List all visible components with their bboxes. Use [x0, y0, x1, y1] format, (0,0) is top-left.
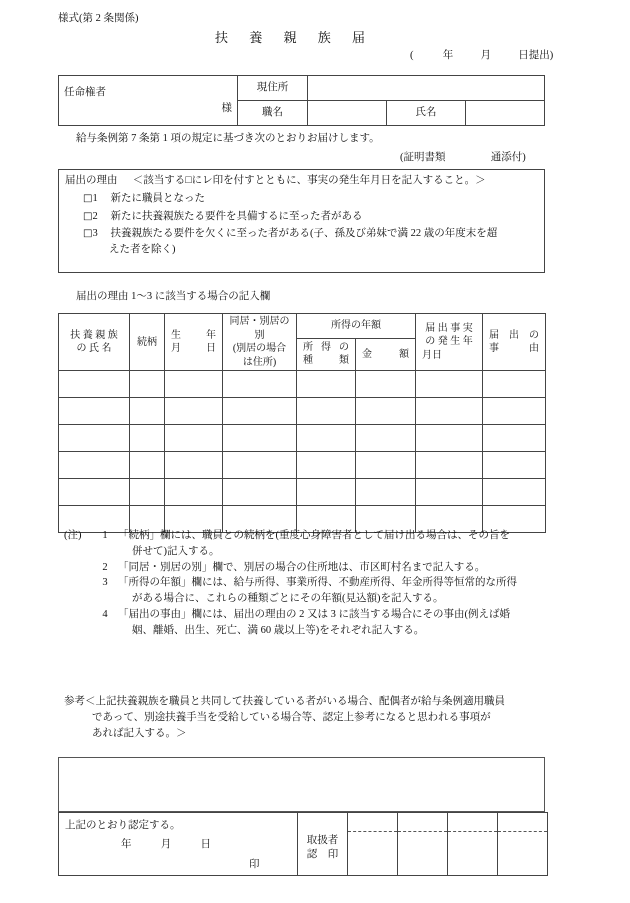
- col-header-dependent-name-line2: の 氏 名: [76, 343, 112, 354]
- residence-line1: 同居・別居の: [229, 316, 290, 327]
- table-row: [59, 425, 546, 452]
- income-kind-rui: 類: [339, 355, 349, 367]
- cell-dependent-name[interactable]: [59, 452, 130, 479]
- approval-statement-cell: [59, 813, 298, 876]
- col-header-relation: 続柄: [130, 314, 165, 371]
- amount-label-gaku: 額: [399, 348, 409, 360]
- income-kind-line1: [299, 341, 353, 355]
- reason-instruction: ＜該当する□にレ印を付すとともに、事実の発生年月日を記入すること。＞: [132, 175, 486, 186]
- note-number: 3: [102, 577, 108, 589]
- reference-line3: あれば記入する。＞: [92, 727, 187, 739]
- approval-month-label: 月: [160, 839, 172, 850]
- name-field[interactable]: [466, 101, 545, 126]
- cell-birthdate[interactable]: [165, 398, 223, 425]
- day-submit-label: 日提出): [518, 50, 554, 61]
- reason-option-label: 新たに職員となった: [110, 192, 205, 204]
- attachment-line: [400, 150, 526, 166]
- form-code: 様式(第 2 条関係): [58, 13, 139, 24]
- reason-box: [58, 169, 545, 273]
- dependents-table-body: [59, 371, 546, 533]
- event-date-line2: の 発 生 年: [425, 336, 473, 348]
- reason-option-3-continuation: えた者を除く): [109, 244, 176, 255]
- table-row: [59, 813, 548, 876]
- page-title: 扶 養 親 族 届: [215, 30, 375, 45]
- dependents-table: [58, 313, 546, 533]
- table-header-row: [59, 314, 546, 339]
- cell-report-reason[interactable]: [483, 479, 546, 506]
- note-number: 2: [102, 561, 108, 573]
- year-label: 年: [442, 50, 454, 61]
- cell-relation[interactable]: [130, 398, 165, 425]
- note-text-line2: がある場合に、これらの種類ごとにその年額(見込額)を記入する。: [132, 593, 444, 604]
- income-kind-toku: 得: [321, 341, 331, 353]
- cell-amount[interactable]: [356, 425, 416, 452]
- cell-birthdate[interactable]: [165, 425, 223, 452]
- checkbox-icon[interactable]: □: [83, 210, 93, 222]
- col-header-report-reason: [483, 314, 546, 371]
- reason-label-yu: 由: [529, 343, 539, 354]
- paren-open: (: [410, 50, 414, 61]
- approval-statement: 上記のとおり認定する。: [65, 820, 181, 831]
- reason-option-label: 新たに扶養親族たる要件を具備するに至った者がある: [110, 210, 363, 222]
- table-row: [59, 371, 546, 398]
- cell-event-date[interactable]: [416, 371, 483, 398]
- reason-heading-row: [65, 173, 538, 189]
- notes-marker: (注): [64, 530, 82, 541]
- cell-event-date[interactable]: [416, 425, 483, 452]
- cell-event-date[interactable]: [416, 452, 483, 479]
- approval-day-label: 日: [200, 839, 211, 850]
- cell-relation[interactable]: [130, 425, 165, 452]
- section-caption: 届出の理由 1～3 に該当する場合の記入欄: [76, 291, 271, 302]
- col-header-residence: [223, 314, 297, 371]
- checkbox-icon[interactable]: □: [83, 192, 93, 204]
- reason-heading: 届出の理由: [65, 175, 118, 186]
- cell-dependent-name[interactable]: [59, 398, 130, 425]
- cell-relation[interactable]: [130, 479, 165, 506]
- handler-label-line1: 取扱者: [306, 835, 339, 846]
- table-row: [59, 398, 546, 425]
- cell-birthdate[interactable]: [165, 479, 223, 506]
- remarks-box[interactable]: [58, 757, 545, 812]
- cell-amount[interactable]: [356, 371, 416, 398]
- intro-statement: 給与条例第 7 条第 1 項の規定に基づき次のとおりお届けします。: [76, 133, 380, 144]
- note-text: [118, 528, 558, 560]
- reason-label-ji: 事: [489, 343, 499, 354]
- note-text-line1: 「続柄」欄には、職員との続柄を(重度心身障害者として届け出る場合は、その旨を: [118, 530, 510, 541]
- note-text-line2: 姻、離婚、出生、死亡、満 60 歳以上等)をそれぞれ記入する。: [132, 624, 425, 636]
- cell-relation[interactable]: [130, 452, 165, 479]
- handler-seal-cell-2[interactable]: [398, 813, 448, 876]
- income-kind-no: の: [339, 341, 349, 353]
- honorific-label: 様: [221, 102, 232, 114]
- cell-birthdate[interactable]: [165, 452, 223, 479]
- cell-report-reason[interactable]: [483, 452, 546, 479]
- cell-income-kind[interactable]: [297, 398, 356, 425]
- report-reason-line1: [485, 329, 543, 343]
- col-header-income-kind: [297, 338, 356, 370]
- appointer-label: 任命権者: [64, 86, 106, 98]
- note-item-4: [58, 607, 558, 639]
- col-header-birthdate-line1: [167, 329, 220, 343]
- cell-report-reason[interactable]: [483, 398, 546, 425]
- birth-label-nen: 年: [206, 329, 216, 341]
- birth-label-sei: 生: [171, 329, 181, 341]
- cell-residence[interactable]: [223, 479, 297, 506]
- reference-line2: であって、別途扶養手当を受給している場合等、認定上参考になると思われる事項が: [92, 711, 491, 723]
- col-header-dependent-name-line1: 扶 養 親 族: [70, 329, 118, 341]
- note-item-1: [58, 528, 558, 560]
- cell-dependent-name[interactable]: [59, 371, 130, 398]
- col-header-dependent-name: [59, 314, 130, 371]
- residence-line2: 別: [254, 329, 265, 341]
- current-address-field[interactable]: [308, 76, 545, 101]
- cell-amount[interactable]: [356, 479, 416, 506]
- note-text: [118, 560, 558, 576]
- handler-label-line2: 認 印: [306, 849, 343, 860]
- handler-seal-cell-1[interactable]: [348, 813, 398, 876]
- approval-table: [58, 812, 548, 876]
- cell-birthdate[interactable]: [165, 371, 223, 398]
- reason-option-2[interactable]: [65, 209, 538, 225]
- job-title-label: 職名: [238, 101, 308, 126]
- event-date-line1: 届 出 事 実: [425, 322, 473, 334]
- cell-residence[interactable]: [223, 398, 297, 425]
- note-text: [118, 607, 558, 639]
- cell-income-kind[interactable]: [297, 452, 356, 479]
- birth-label-nichi: 日: [206, 343, 216, 354]
- appointer-cell: [59, 76, 238, 126]
- event-date-line3: 月日: [422, 349, 442, 361]
- note-item-2: [58, 560, 558, 576]
- reason-label-todoke: 届: [489, 329, 499, 341]
- reason-option-3[interactable]: [65, 226, 538, 242]
- attachment-label: (証明書類: [400, 152, 446, 163]
- cell-relation[interactable]: [130, 371, 165, 398]
- col-header-event-date: [416, 314, 483, 371]
- note-text-line2: 併せて)記入する。: [132, 545, 220, 557]
- table-row: [59, 479, 546, 506]
- reason-option-number: 2: [92, 210, 98, 222]
- cell-report-reason[interactable]: [483, 425, 546, 452]
- cell-dependent-name[interactable]: [59, 425, 130, 452]
- note-text: [118, 575, 558, 607]
- cell-income-kind[interactable]: [297, 425, 356, 452]
- col-header-income-group: 所得の年額: [297, 314, 416, 339]
- birth-label-getsu: 月: [171, 343, 181, 354]
- note-number: 4: [102, 608, 108, 620]
- name-label: 氏名: [387, 101, 466, 126]
- note-text-line1: 「所得の年額」欄には、給与所得、事業所得、不動産所得、年金所得等恒常的な所得: [118, 577, 517, 589]
- reason-option-1[interactable]: [65, 191, 538, 207]
- amount-labels: [358, 347, 413, 362]
- income-kind-line2: [299, 354, 353, 368]
- approval-seal-label: 印: [249, 859, 260, 870]
- note-number: 1: [102, 530, 108, 541]
- income-kind-sho: 所: [303, 341, 313, 353]
- reason-label-no: の: [529, 329, 539, 341]
- cell-event-date[interactable]: [416, 398, 483, 425]
- residence-line3: (別居の場合: [232, 343, 287, 354]
- cell-amount[interactable]: [356, 398, 416, 425]
- job-title-field[interactable]: [308, 101, 387, 126]
- current-address-label: 現住所: [238, 76, 308, 101]
- month-label: 月: [480, 50, 491, 61]
- approval-date-line: [121, 837, 211, 853]
- cell-income-kind[interactable]: [297, 479, 356, 506]
- table-row: [59, 452, 546, 479]
- reference-note: [58, 694, 558, 741]
- handler-seal-cell-4[interactable]: [498, 813, 548, 876]
- cell-report-reason[interactable]: [483, 371, 546, 398]
- note-item-3: [58, 575, 558, 607]
- cell-amount[interactable]: [356, 452, 416, 479]
- cell-residence[interactable]: [223, 371, 297, 398]
- appointer-table: [58, 75, 545, 126]
- residence-line4: は住所): [242, 356, 277, 368]
- reason-label-de: 出: [509, 329, 519, 341]
- notes-section: [58, 528, 558, 638]
- handler-seal-label-cell: [298, 813, 348, 876]
- cell-dependent-name[interactable]: [59, 479, 130, 506]
- cell-residence[interactable]: [223, 452, 297, 479]
- checkbox-icon[interactable]: □: [83, 228, 93, 240]
- reference-line1: 参考＜上記扶養親族を職員と共同して扶養している者がいる場合、配偶者が給与条例適用職員: [64, 696, 505, 707]
- table-row: [59, 76, 545, 101]
- note-text-line1: 「届出の事由」欄には、届出の理由の 2 又は 3 に該当する場合にその事由(例えば婚: [118, 608, 510, 620]
- note-text-line1: 「同居・別居の別」欄で、別居の場合の住所地は、市区町村名まで記入する。: [118, 561, 486, 573]
- submission-date-line: [410, 48, 553, 64]
- attachment-suffix: 通添付): [490, 152, 526, 163]
- reason-option-label: 扶養親族たる要件を欠くに至った者がある(子、孫及び弟妹で満 22 歳の年度末を超: [110, 228, 498, 240]
- col-header-birthdate-line2: [167, 342, 220, 356]
- cell-event-date[interactable]: [416, 479, 483, 506]
- approval-year-label: 年: [121, 839, 132, 850]
- amount-label-kin: 金: [362, 348, 372, 360]
- reason-option-number: 3: [92, 228, 98, 240]
- reason-option-number: 1: [92, 192, 98, 204]
- handler-seal-cell-3[interactable]: [448, 813, 498, 876]
- income-kind-shu: 種: [303, 355, 313, 367]
- col-header-birthdate: [165, 314, 223, 371]
- cell-residence[interactable]: [223, 425, 297, 452]
- report-reason-line2: [485, 342, 543, 356]
- col-header-amount: [356, 338, 416, 370]
- cell-income-kind[interactable]: [297, 371, 356, 398]
